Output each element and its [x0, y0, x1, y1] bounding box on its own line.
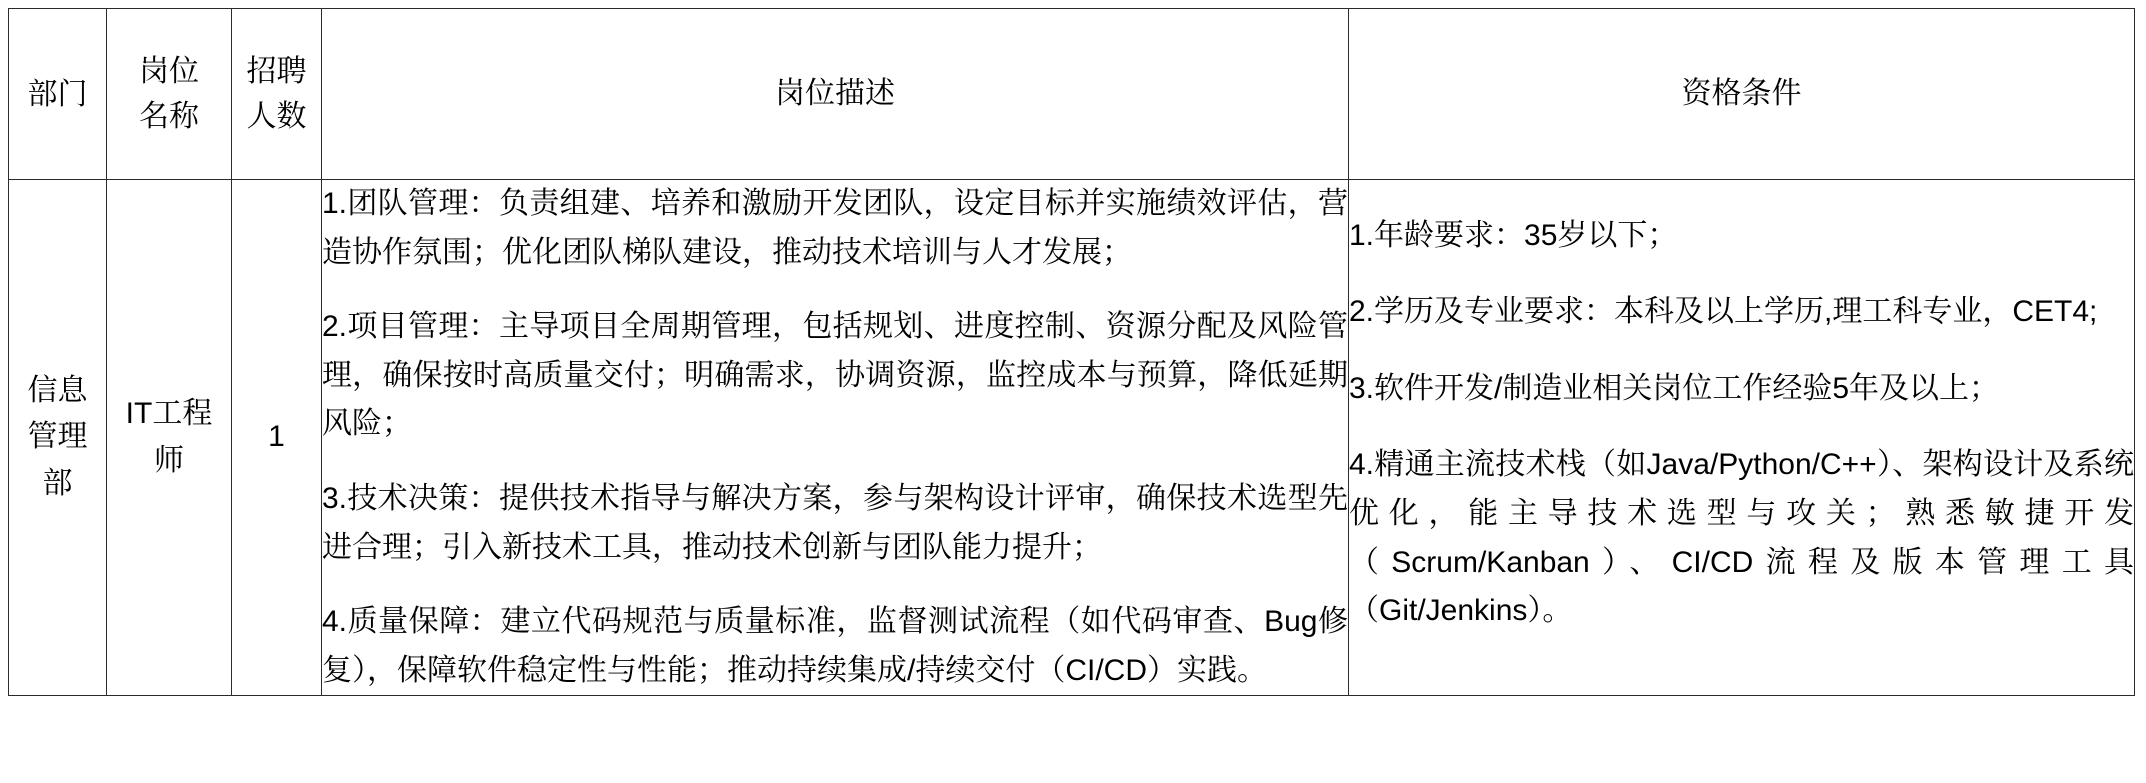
qualification-item: 3.软件开发/制造业相关岗位工作经验5年及以上；: [1349, 371, 2000, 405]
header-qualifications: 资格条件: [1349, 9, 2135, 180]
header-job-title-line-1: 岗位: [139, 55, 199, 88]
cell-department-line-1: 信息: [27, 373, 88, 407]
header-department-line-1: 部门: [27, 77, 88, 111]
recruitment-table: [8, 8, 2135, 696]
header-department: [9, 9, 107, 180]
header-headcount-line-1: 招聘: [246, 55, 307, 88]
cell-headcount: 1: [232, 180, 322, 696]
cell-department: [9, 180, 107, 696]
table-body: [9, 180, 2135, 696]
header-job-title-line-2: 名称: [139, 100, 199, 133]
header-headcount: [232, 9, 322, 180]
header-row: [9, 9, 2135, 180]
qualification-item: 2.学历及专业要求：本科及以上学历,理工科专业，CET4;: [1349, 295, 2098, 329]
cell-department-line-3: 部: [42, 466, 73, 500]
cell-job-title: [107, 180, 232, 696]
qualification-item: 4.精通主流技术栈（如Java/Python/C++）、架构设计及系统优化，能主导技术选型与攻关；熟悉敏捷开发（Scrum/Kanban）、CI/CD流程及版本管理工具（Git/Jenkins）。: [1349, 448, 2134, 628]
cell-qualifications: [1349, 180, 2135, 696]
header-job-title: [107, 9, 232, 180]
job-description-item: 3.技术决策：提供技术指导与解决方案，参与架构设计评审，确保技术选型先进合理；引入新技术工具，推动技术创新与团队能力提升；: [322, 481, 1348, 564]
header-headcount-line-2: 人数: [246, 100, 307, 133]
job-description-item: 1.团队管理：负责组建、培养和激励开发团队，设定目标并实施绩效评估，营造协作氛围；优化团队梯队建设，推动技术培训与人才发展；: [322, 187, 1348, 269]
cell-department-line-2: 管理: [27, 420, 88, 454]
job-description-item: 2.项目管理：主导项目全周期管理，包括规划、进度控制、资源分配及风险管理，确保按时高质量交付；明确需求，协调资源，监控成本与预算，降低延期风险；: [322, 310, 1348, 441]
table-row: [9, 180, 2135, 696]
job-description-item: 4.质量保障：建立代码规范与质量标准，监督测试流程（如代码审查、Bug修复），保障软件稳定性与性能；推动持续集成/持续交付（CI/CD）实践。: [322, 605, 1348, 687]
cell-job-description: [322, 180, 1349, 696]
cell-job-title-line-1: IT工程: [125, 397, 213, 431]
cell-job-title-line-2: 师: [154, 443, 184, 477]
qualification-item: 1.年龄要求：35岁以下；: [1349, 218, 1678, 252]
header-job-description: 岗位描述: [322, 9, 1349, 180]
table-header: [9, 9, 2135, 180]
